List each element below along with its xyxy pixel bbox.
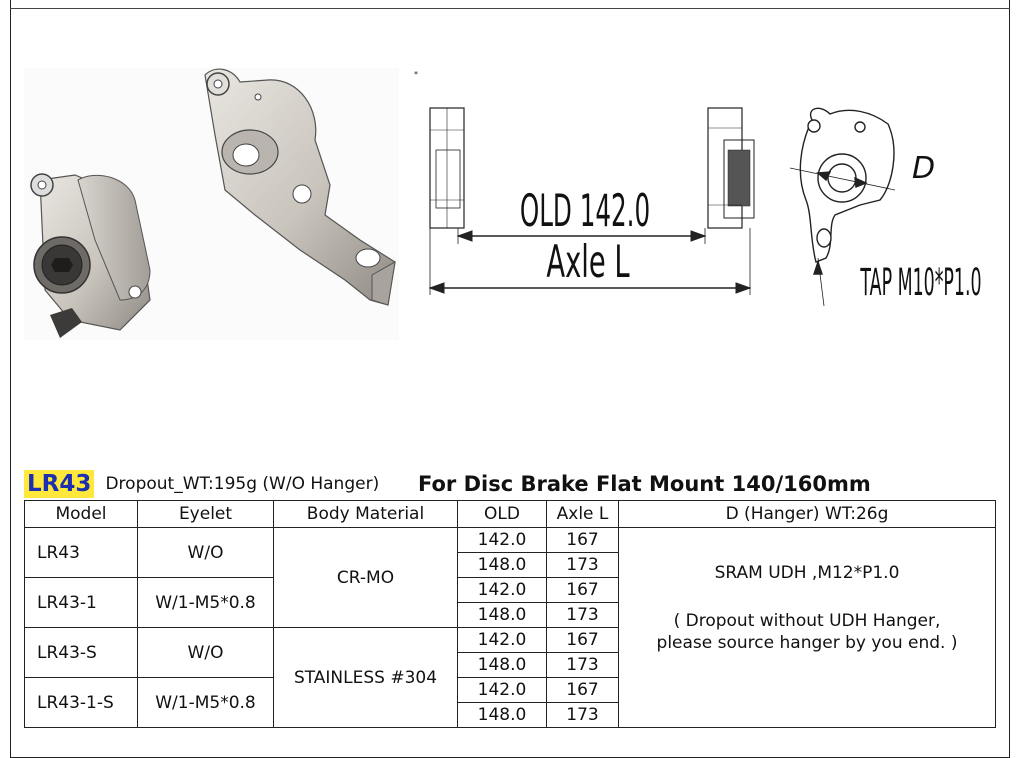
old-cell: 142.0 <box>458 578 547 603</box>
header-old: OLD <box>458 501 547 528</box>
model-cell: LR43 <box>25 528 138 578</box>
model-code-badge: LR43 <box>24 470 94 498</box>
axle-cell: 167 <box>547 528 619 553</box>
header-body-material: Body Material <box>274 501 458 528</box>
dimension-d-label: D <box>912 151 936 186</box>
hanger-note-line2: please source hanger by you end. ) <box>656 632 958 653</box>
spec-table <box>24 500 996 728</box>
eyelet-cell: W/1-M5*0.8 <box>138 678 274 728</box>
product-heading <box>24 470 379 500</box>
hanger-cell <box>619 528 996 728</box>
hanger-spacer-bottom <box>619 654 995 694</box>
axle-cell: 173 <box>547 603 619 628</box>
model-cell: LR43-S <box>25 628 138 678</box>
axle-cell: 173 <box>547 703 619 728</box>
axle-cell: 173 <box>547 553 619 578</box>
axle-cell: 167 <box>547 628 619 653</box>
hanger-spec-text: SRAM UDH ,M12*P1.0 <box>714 562 900 583</box>
axle-cell: 167 <box>547 678 619 703</box>
eyelet-cell: W/O <box>138 628 274 678</box>
old-cell: 142.0 <box>458 528 547 553</box>
hanger-note-line1: ( Dropout without UDH Hanger, <box>673 610 941 631</box>
old-cell: 148.0 <box>458 553 547 578</box>
header-hanger: D (Hanger) WT:26g <box>619 501 996 528</box>
dropout-weight-text: Dropout_WT:195g (W/O Hanger) <box>105 474 380 494</box>
dimension-axle-label: Axle L <box>546 235 630 288</box>
header-eyelet: Eyelet <box>138 501 274 528</box>
svg-text:*: * <box>414 70 418 79</box>
material-cell: CR-MO <box>274 528 458 628</box>
old-cell: 142.0 <box>458 678 547 703</box>
header-model: Model <box>25 501 138 528</box>
table-row <box>25 528 996 553</box>
model-cell: LR43-1-S <box>25 678 138 728</box>
old-cell: 148.0 <box>458 653 547 678</box>
table-header-row <box>25 501 996 528</box>
old-cell: 142.0 <box>458 628 547 653</box>
old-cell: 148.0 <box>458 603 547 628</box>
dimension-old-label: OLD 142.0 <box>519 184 651 237</box>
application-title: For Disc Brake Flat Mount 140/160mm <box>418 472 871 496</box>
model-cell: LR43-1 <box>25 578 138 628</box>
eyelet-cell: W/O <box>138 528 274 578</box>
axle-cell: 173 <box>547 653 619 678</box>
material-cell: STAINLESS #304 <box>274 628 458 728</box>
eyelet-cell: W/1-M5*0.8 <box>138 578 274 628</box>
old-cell: 148.0 <box>458 703 547 728</box>
tap-thread-label: TAP M10*P1.0 <box>860 260 982 304</box>
hanger-spacer <box>619 584 995 610</box>
axle-cell: 167 <box>547 578 619 603</box>
header-axle-l: Axle L <box>547 501 619 528</box>
